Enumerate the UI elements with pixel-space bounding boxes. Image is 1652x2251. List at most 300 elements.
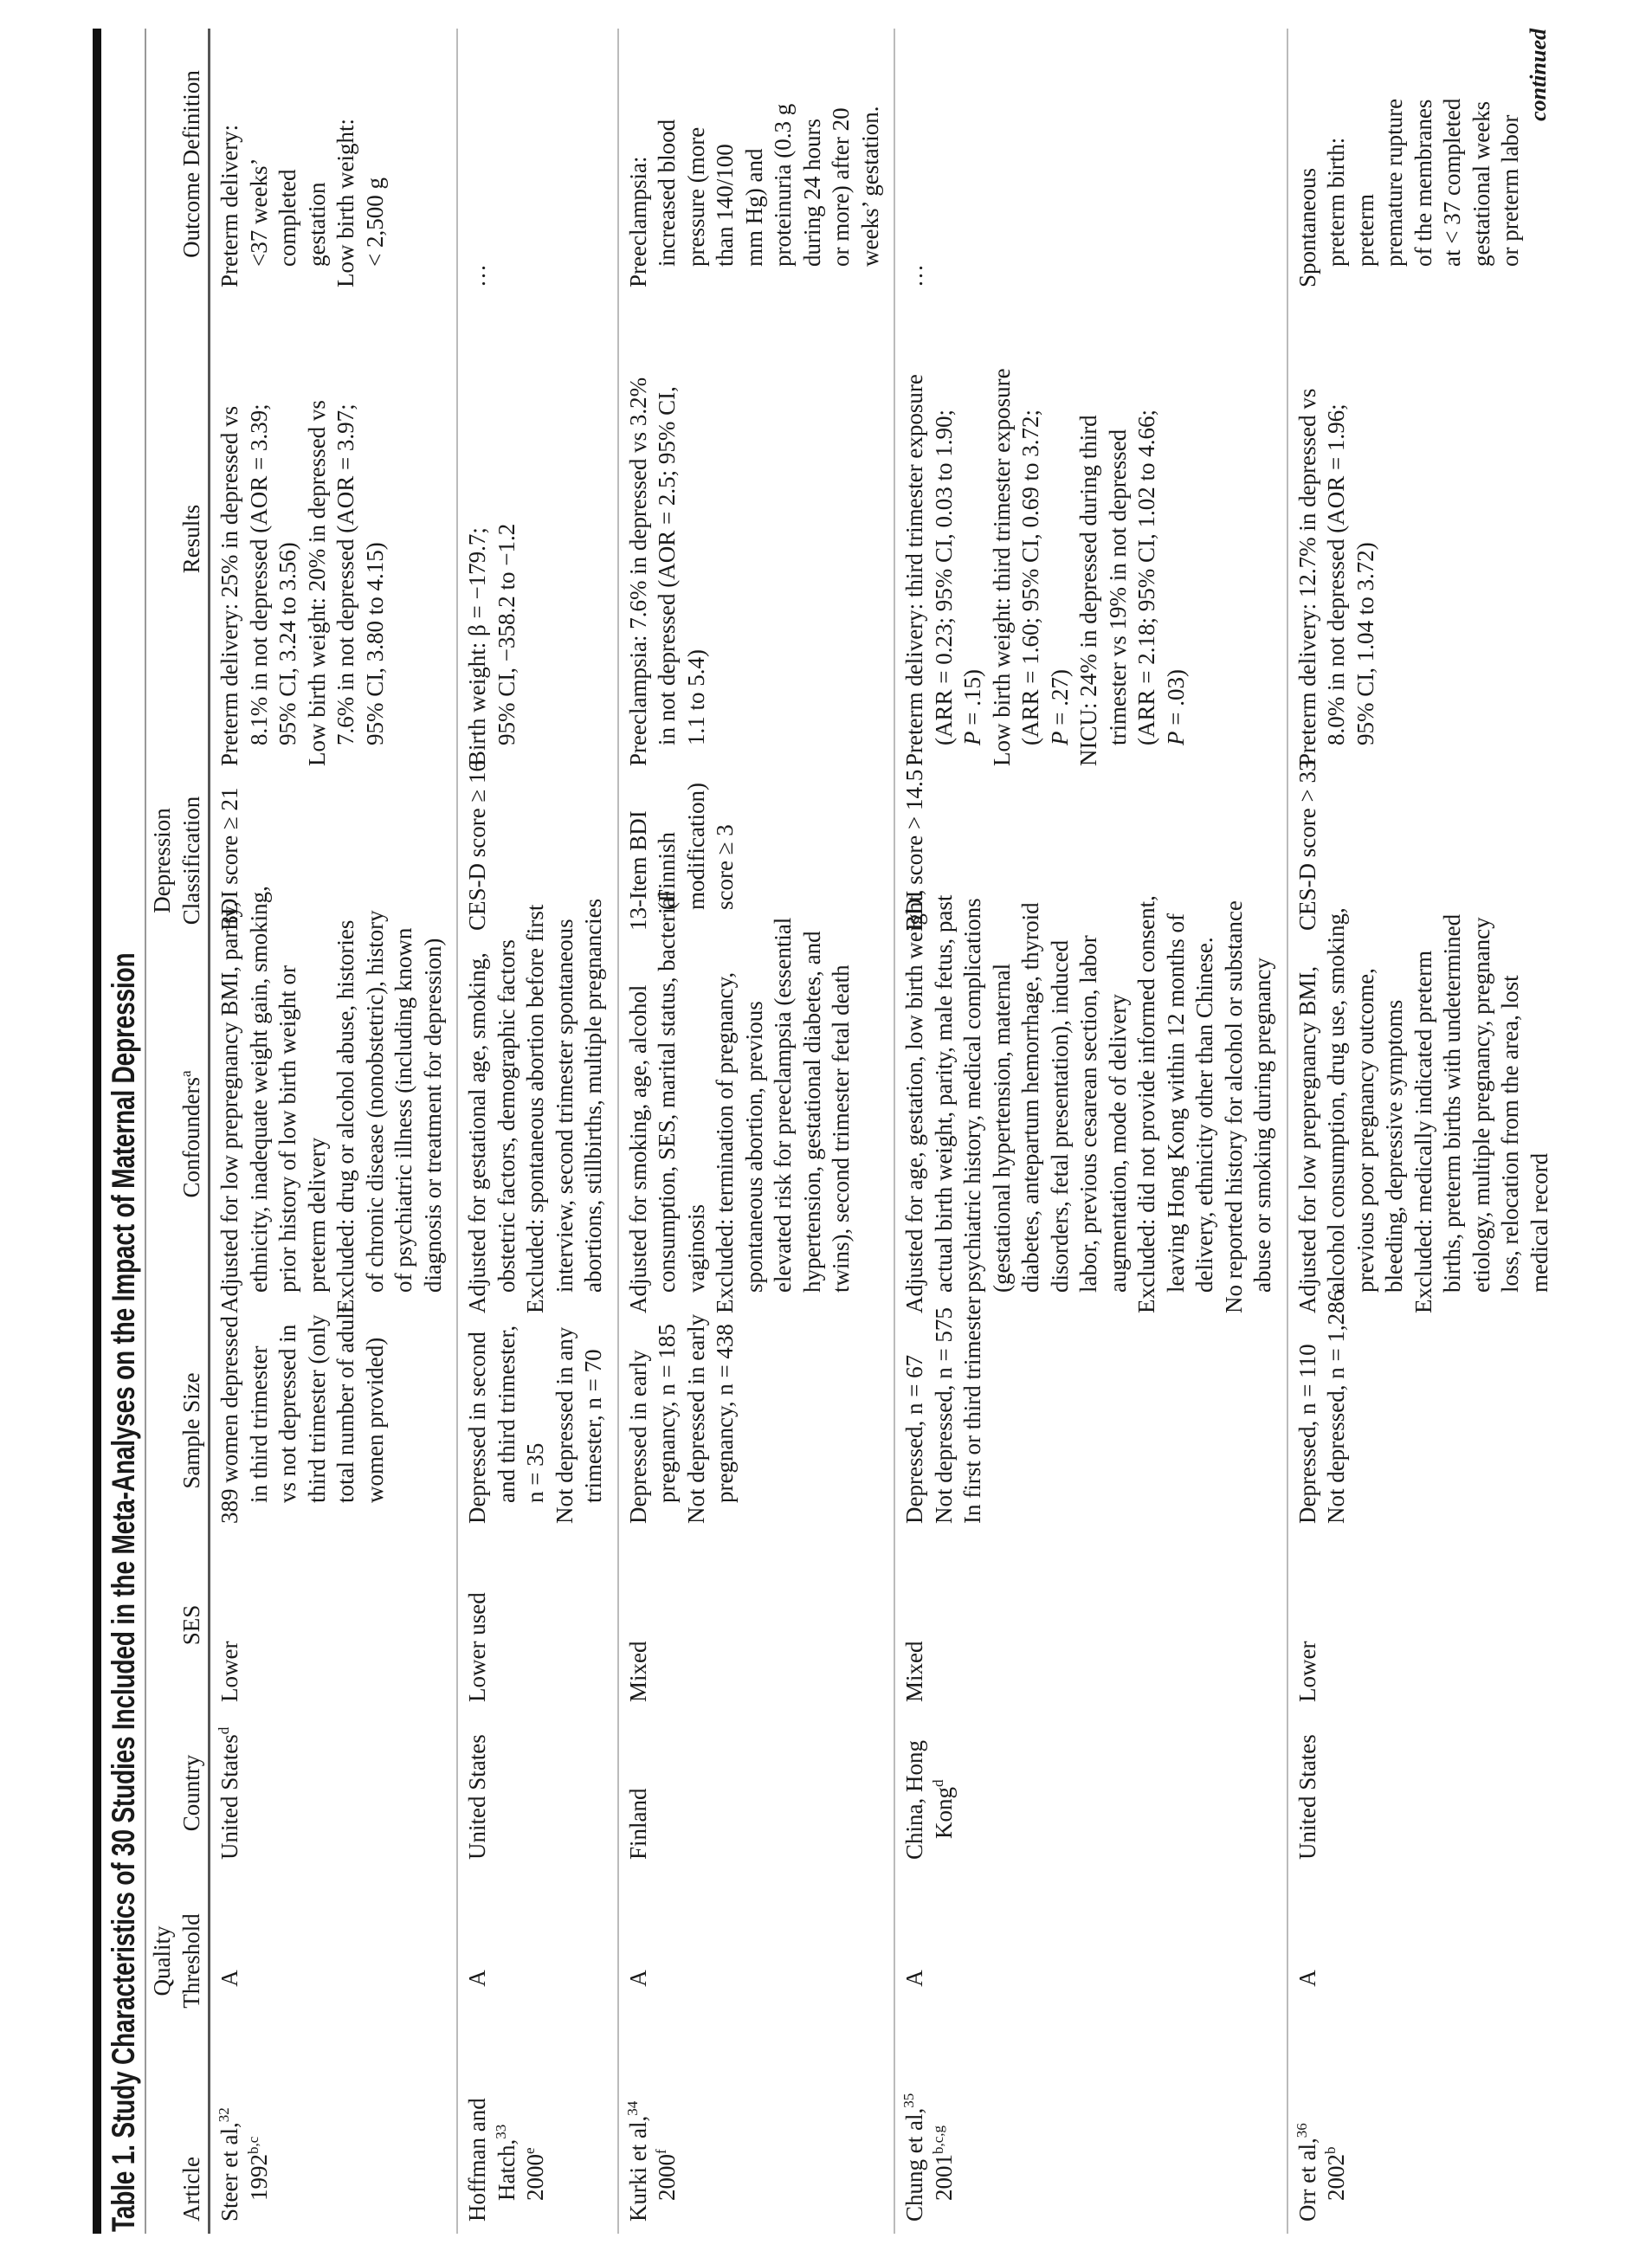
cell-outcome — [624, 29, 886, 300]
cell-line: actual birth weight, parity, male fetus, past — [930, 894, 957, 1293]
cell-line: twins), second trimester fetal death — [828, 964, 854, 1293]
column-header-line: Country — [177, 1754, 204, 1832]
column-header-line: Results — [177, 504, 204, 574]
cell-paragraph — [624, 1536, 654, 1702]
cell-line: CES-D score > 33 — [1294, 759, 1320, 931]
cell-paragraph — [624, 29, 886, 287]
cell-line: No reported history for alcohol or substance — [1220, 900, 1247, 1313]
cell-line: consumption, SES, marital status, bacterial — [654, 890, 680, 1293]
table-row — [210, 29, 458, 2234]
cell-line: Adjusted for low prepregnancy BMI, parity, — [216, 901, 242, 1313]
cell-confounders — [216, 886, 448, 1325]
cell-article — [463, 2050, 609, 2234]
column-header-line: Article — [177, 2157, 204, 2222]
cell-line: 2001$^{b,c,g}$ — [929, 2125, 957, 2201]
cell-ses — [463, 1536, 609, 1714]
cell-line: medical record — [1526, 1152, 1552, 1293]
cell-country — [216, 1714, 448, 1872]
cell-line: Mixed — [901, 1641, 927, 1702]
cell-line: preterm — [1352, 194, 1378, 267]
cell-paragraph — [463, 29, 493, 287]
cell-line: Low birth weight: 20% in depressed vs — [303, 400, 330, 766]
cell-line: 8.0% in not depressed (AOR = 1.96; — [1323, 403, 1349, 745]
cell-line: 7.6% in not depressed (AOR = 3.97; — [332, 403, 358, 745]
cell-line: abuse or smoking during pregnancy — [1249, 958, 1275, 1293]
cell-paragraph — [900, 769, 930, 931]
cell-line: Low birth weight: — [332, 119, 358, 287]
cell-line: of psychiatric illness (including known — [390, 927, 416, 1293]
cell-results — [463, 300, 609, 778]
cell-line: Adjusted for gestational age, smoking, — [464, 952, 490, 1313]
table-row — [895, 29, 1288, 2234]
cell-paragraph — [624, 300, 712, 766]
cell-line: at < 37 completed — [1439, 98, 1465, 267]
cell-confounders — [624, 890, 886, 1325]
table-title: Table 1. Study Characteristics of 30 Studies Included in the Meta-Analyses on the Impact of Maternal Depression — [106, 952, 141, 2232]
cell-line: Preeclampsia: — [624, 156, 651, 287]
cell-confounders — [1294, 907, 1555, 1325]
column-header-line: Confounders$^a$ — [177, 1070, 204, 1198]
cell-line: Excluded: drug or alcohol abuse, histories — [332, 919, 358, 1313]
cell-line: A — [216, 1970, 242, 1987]
column-header-line: Depression — [149, 808, 175, 913]
cell-line: preterm delivery — [303, 1137, 330, 1293]
cell-line: China, Hong — [901, 1740, 927, 1860]
title-divider — [145, 29, 146, 2234]
cell-line: Kong$^d$ — [929, 1779, 957, 1839]
cell-line: leaving Hong Kong within 12 months of — [1162, 913, 1189, 1293]
cell-sample-size — [216, 1306, 448, 1536]
cell-paragraph — [463, 2050, 551, 2222]
cell-line: United States$^d$ — [216, 1726, 242, 1860]
cell-line: score ≥ 3 — [712, 824, 738, 910]
cell-paragraph — [463, 1536, 493, 1702]
cell-line: pressure (more — [682, 126, 709, 267]
cell-line: A — [624, 1970, 651, 1987]
cell-paragraph — [1322, 1289, 1352, 1524]
cell-line: 13-Item BDI — [624, 810, 651, 931]
column-header-line: Quality — [149, 1925, 175, 1996]
cell-line: in third trimester — [245, 1345, 272, 1503]
cell-line: total number of adult — [332, 1306, 358, 1503]
cell-line: Adjusted for smoking, age, alcohol — [624, 984, 651, 1313]
cell-line: Low birth weight: third trimester exposure — [988, 368, 1015, 766]
cell-line: modification) — [682, 783, 709, 910]
cell-paragraph — [624, 2050, 682, 2222]
cell-paragraph — [216, 886, 332, 1313]
cell-line: 8.1% in not depressed (AOR = 3.39; — [245, 403, 272, 745]
table-row — [458, 29, 619, 2234]
cell-line: ethnicity, inadequate weight gain, smoking, — [245, 886, 272, 1293]
cell-line: in not depressed (AOR = 2.5; 95% CI, — [654, 386, 680, 745]
cell-line: Orr et al,$^{36}$ — [1293, 2123, 1320, 2222]
cell-line: hypertension, gestational diabetes, and — [798, 931, 825, 1293]
cell-line: Kurki et al,$^{34}$ — [623, 2100, 651, 2222]
footnote-marker: a — [177, 1070, 194, 1078]
cell-paragraph — [900, 889, 1133, 1313]
cell-paragraph — [216, 778, 245, 931]
cell-results — [624, 300, 886, 778]
cell-paragraph — [521, 898, 609, 1313]
study-characteristics-table — [147, 29, 1563, 2234]
cell-line: Not depressed in early — [682, 1313, 709, 1524]
cell-line: A — [1294, 1970, 1320, 1987]
cell-line: Lower — [216, 1641, 242, 1702]
cell-line: augmentation, mode of delivery — [1104, 994, 1131, 1293]
cell-paragraph — [1133, 895, 1220, 1313]
cell-line: spontaneous abortion, previous — [740, 1001, 767, 1293]
cell-line: third trimester (only — [303, 1314, 330, 1503]
footnote-marker: 34 — [623, 2100, 641, 2116]
cell-line: of the membranes — [1410, 99, 1436, 267]
table-body — [210, 29, 1563, 2234]
column-header-results — [177, 300, 207, 778]
cell-line: pregnancy, n = 438 — [712, 1324, 738, 1503]
cell-line: interview, second trimester spontaneous — [551, 919, 578, 1293]
cell-paragraph — [1294, 1325, 1323, 1524]
footnote-marker: 32 — [216, 2107, 232, 2123]
cell-depression — [463, 759, 609, 943]
italic-symbol: P — [1046, 731, 1073, 745]
cell-line: (ARR = 1.60; 95% CI, 0.69 to 3.72; — [1017, 410, 1043, 745]
cell-paragraph — [958, 1296, 988, 1524]
column-header-depression — [148, 778, 206, 943]
cell-paragraph — [624, 1325, 682, 1524]
cell-paragraph — [900, 1325, 930, 1524]
column-header-line: Outcome Definition — [177, 70, 204, 258]
cell-depression — [624, 778, 886, 943]
cell-confounders — [463, 898, 609, 1325]
cell-line: than 140/100 — [712, 144, 738, 267]
cell-line: and third trimester, — [493, 1325, 519, 1503]
footnote-marker: f — [653, 2149, 669, 2154]
cell-quality — [900, 1872, 1278, 2050]
cell-line: alcohol consumption, drug use, smoking, — [1323, 907, 1349, 1293]
cell-line: premature rupture — [1381, 98, 1407, 267]
footnote-marker: 33 — [492, 2124, 509, 2139]
cell-paragraph — [624, 778, 740, 931]
footnote-marker: e — [521, 2147, 538, 2154]
cell-line: Chung et al,$^{35}$ — [900, 2093, 927, 2222]
cell-line: of chronic disease (nonobstetric), history — [361, 910, 388, 1293]
column-header-outcome — [177, 29, 207, 300]
cell-line: Hatch,$^{33}$ — [492, 2124, 519, 2201]
cell-line: vs not depressed in — [274, 1324, 300, 1503]
cell-line: 2000$^f$ — [653, 2149, 680, 2201]
cell-line: labor, previous cesarean section, labor — [1075, 935, 1101, 1293]
cell-paragraph — [1294, 2050, 1352, 2222]
cell-article — [1294, 2050, 1555, 2234]
cell-line: prior history of low birth weight or — [274, 965, 300, 1293]
italic-symbol: P — [1162, 731, 1189, 745]
cell-paragraph — [463, 939, 521, 1313]
cell-line: previous poor pregnancy outcome, — [1352, 968, 1378, 1293]
cell-paragraph — [900, 29, 930, 287]
cell-paragraph — [900, 2050, 958, 2222]
cell-quality — [624, 1872, 886, 2050]
cell-line: diabetes, antepartum hemorrhage, thyroid — [1017, 902, 1043, 1293]
cell-line: women provided) — [361, 1337, 388, 1503]
cell-line: 2002$^b$ — [1322, 2146, 1349, 2201]
cell-paragraph — [216, 1536, 245, 1702]
table-row — [1288, 29, 1564, 2234]
cell-line: 95% CI, −358.2 to −1.2 — [493, 523, 519, 745]
cell-paragraph — [900, 1906, 930, 2050]
cell-line: CES-D score ≥ 16 — [464, 759, 490, 931]
cell-quality — [1294, 1872, 1555, 2050]
cell-paragraph — [216, 1714, 245, 1860]
cell-line: increased blood — [654, 119, 680, 267]
cell-paragraph — [711, 917, 856, 1313]
cell-line: 95% CI, 3.24 to 3.56) — [274, 542, 300, 745]
column-header-line: SES — [177, 1604, 204, 1646]
cell-line: A — [464, 1970, 490, 1987]
table-row — [619, 29, 896, 2234]
cell-line: 1992$^{b,c}$ — [244, 2136, 272, 2201]
cell-line: proteinuria (0.3 g — [770, 103, 796, 267]
cell-line: BDI score ≥ 21 — [216, 787, 242, 931]
cell-line: Not depressed in any — [551, 1326, 578, 1524]
cell-depression — [900, 769, 1278, 943]
footnote-marker: b,c — [244, 2136, 261, 2154]
cell-line: births, preterm births with undetermined — [1439, 913, 1465, 1293]
cell-paragraph — [900, 300, 988, 766]
cell-line: Lower used — [464, 1592, 490, 1702]
footnote-marker: b,c,g — [929, 2125, 946, 2154]
cell-country — [624, 1714, 886, 1872]
cell-quality — [216, 1872, 448, 2050]
cell-paragraph — [463, 1325, 551, 1524]
cell-line: P = .15) — [959, 669, 985, 745]
cell-line: Preterm delivery: — [216, 124, 242, 287]
cell-line: Depressed in early — [624, 1350, 651, 1524]
cell-sample-size — [624, 1313, 886, 1536]
cell-outcome — [1294, 29, 1555, 300]
column-header-line: Sample Size — [177, 1372, 204, 1489]
cell-line: obstetric factors, demographic factors — [493, 939, 519, 1293]
cell-quality — [463, 1872, 609, 2050]
cell-sample-size — [463, 1325, 609, 1536]
cell-line: trimester vs 19% in not depressed — [1104, 429, 1131, 745]
cell-line: P = .27) — [1046, 669, 1073, 745]
cell-paragraph — [216, 2050, 274, 2222]
cell-line: Preterm delivery: third trimester exposure — [901, 374, 927, 766]
cell-outcome — [216, 29, 448, 300]
cell-line: In first or third trimester — [959, 1296, 985, 1524]
cell-ses — [216, 1536, 448, 1714]
cell-paragraph — [682, 1313, 740, 1524]
cell-sample-size — [1294, 1289, 1555, 1536]
cell-line: 95% CI, 1.04 to 3.72) — [1352, 542, 1378, 745]
footnote-marker: 36 — [1293, 2123, 1310, 2138]
footnote-marker: 35 — [900, 2093, 917, 2108]
cell-results — [900, 300, 1278, 778]
cell-line: psychiatric history, medical complications — [959, 898, 985, 1293]
cell-line: Depressed in second — [464, 1332, 490, 1524]
cell-line: NICU: 24% in depressed during third — [1075, 415, 1101, 766]
cell-line: Excluded: medically indicated preterm — [1410, 950, 1436, 1313]
continued-label: continued — [1526, 29, 1551, 121]
cell-line: (gestational hypertension, maternal — [988, 963, 1015, 1293]
cell-line: preterm birth: — [1323, 137, 1349, 267]
cell-line: 95% CI, 3.80 to 4.15) — [361, 542, 388, 745]
cell-line: bleeding, depressive symptoms — [1381, 999, 1407, 1293]
footnote-marker: b — [1322, 2146, 1339, 2154]
cell-line: gestational weeks — [1468, 100, 1494, 267]
cell-line: vaginosis — [682, 1203, 709, 1293]
cell-line: Adjusted for low prepregnancy BMI, — [1294, 965, 1320, 1313]
cell-paragraph — [216, 1906, 245, 2050]
column-header-sample_size — [177, 1325, 207, 1536]
cell-ses — [624, 1536, 886, 1714]
cell-line: United States — [464, 1734, 490, 1860]
cell-line: Not depressed, n = 575 — [930, 1307, 957, 1524]
cell-paragraph — [332, 910, 448, 1313]
cell-line: etiology, multiple pregnancy, pregnancy — [1468, 917, 1494, 1293]
cell-ses — [1294, 1536, 1555, 1714]
cell-line: Preterm delivery: 25% in depressed vs — [216, 405, 242, 766]
column-header-confounders — [177, 943, 207, 1325]
cell-country — [463, 1714, 609, 1872]
cell-paragraph — [216, 300, 303, 766]
cell-paragraph — [900, 1714, 958, 1860]
cell-line: BDI score > 14.5 — [901, 769, 927, 931]
cell-paragraph — [216, 29, 332, 287]
cell-line: abortions, stillbirths, multiple pregnancies — [580, 898, 606, 1293]
cell-line: … — [901, 264, 927, 287]
cell-line: during 24 hours — [798, 119, 825, 267]
cell-line: Preterm delivery: 12.7% in depressed vs — [1294, 388, 1320, 766]
cell-line: Steer et al,$^{32}$ — [216, 2107, 242, 2222]
cell-line: <37 weeks’ — [245, 158, 272, 267]
cell-country — [1294, 1714, 1555, 1872]
cell-paragraph — [463, 1906, 493, 2050]
cell-line: 389 women depressed — [216, 1316, 242, 1524]
cell-article — [216, 2050, 448, 2234]
table-top-rule — [93, 29, 101, 2234]
cell-paragraph — [1294, 759, 1323, 931]
cell-paragraph — [463, 759, 493, 931]
cell-article — [624, 2050, 886, 2234]
cell-paragraph — [930, 1307, 959, 1524]
cell-results — [1294, 300, 1555, 778]
cell-line: Preeclampsia: 7.6% in depressed vs 3.2% — [624, 377, 651, 766]
cell-line: Finland — [624, 1788, 651, 1860]
cell-line: weeks’ gestation. — [856, 106, 883, 267]
cell-line: 1.1 to 5.4) — [682, 649, 709, 745]
column-header-line: Classification — [177, 796, 204, 926]
cell-line: Excluded: did not provide informed consent, — [1133, 895, 1159, 1313]
cell-line: (ARR = 0.23; 95% CI, 0.03 to 1.90; — [930, 410, 957, 745]
cell-line: n = 35 — [522, 1442, 548, 1503]
cell-line: Not depressed, n = 1,286 — [1323, 1289, 1349, 1524]
cell-paragraph — [624, 1906, 654, 2050]
cell-paragraph — [624, 890, 712, 1313]
cell-sample-size — [900, 1296, 1278, 1536]
cell-paragraph — [463, 1714, 493, 1860]
footnote-marker: d — [929, 1779, 946, 1787]
cell-paragraph — [1294, 29, 1526, 287]
cell-paragraph — [1220, 900, 1278, 1313]
cell-line: loss, relocation from the area, lost — [1497, 975, 1523, 1293]
cell-results — [216, 300, 448, 778]
cell-paragraph — [624, 1714, 654, 1860]
column-header-article — [177, 2050, 207, 2234]
cell-article — [900, 2050, 1278, 2234]
cell-line: delivery, ethnicity other than Chinese. — [1191, 937, 1217, 1293]
cell-line: Adjusted for age, gestation, low birth weight, — [901, 889, 927, 1313]
cell-line: Mixed — [624, 1641, 651, 1702]
cell-line: gestation — [303, 182, 330, 267]
cell-line: Depressed, n = 67 — [901, 1354, 927, 1524]
footnote-marker: d — [216, 1726, 232, 1735]
cell-line: Spontaneous — [1294, 168, 1320, 287]
cell-paragraph — [1074, 300, 1191, 766]
cell-line: mm Hg) and — [740, 148, 767, 267]
column-header-ses — [177, 1536, 207, 1714]
cell-line: Birth weight: β = −179.7; — [464, 527, 490, 766]
cell-depression — [1294, 759, 1555, 943]
table-header-row — [147, 29, 210, 2234]
cell-line: elevated risk for preeclampsia (essential — [770, 917, 796, 1293]
cell-line: completed — [274, 169, 300, 267]
cell-paragraph — [1294, 1906, 1323, 2050]
cell-paragraph — [463, 300, 521, 766]
cell-paragraph — [1294, 300, 1381, 766]
cell-line: disorders, fetal presentation), induced — [1046, 939, 1073, 1293]
column-header-country — [177, 1714, 207, 1872]
cell-paragraph — [1410, 913, 1555, 1313]
cell-line: … — [464, 264, 490, 287]
cell-line: P = .03) — [1162, 669, 1189, 745]
cell-line: diagnosis or treatment for depression) — [419, 938, 446, 1293]
cell-line: < 2,500 g — [361, 177, 388, 267]
column-header-line: Threshold — [177, 1913, 204, 2009]
cell-line: (ARR = 2.18; 95% CI, 1.02 to 4.66; — [1133, 410, 1159, 745]
cell-line: (Finnish — [654, 831, 680, 910]
cell-outcome — [900, 29, 1278, 300]
cell-country — [900, 1714, 1278, 1872]
cell-line: Hoffman and — [464, 2098, 490, 2222]
cell-line: Excluded: termination of pregnancy, — [712, 971, 738, 1313]
column-header-quality — [148, 1872, 206, 2050]
italic-symbol: P — [959, 731, 985, 745]
cell-paragraph — [1294, 907, 1410, 1313]
cell-confounders — [900, 889, 1278, 1325]
cell-paragraph — [1294, 1714, 1323, 1860]
cell-line: Depressed, n = 110 — [1294, 1344, 1320, 1524]
cell-depression — [216, 778, 448, 943]
cell-paragraph — [303, 300, 390, 766]
cell-line: pregnancy, n = 185 — [654, 1324, 680, 1503]
cell-line: or more) after 20 — [828, 107, 854, 267]
cell-paragraph — [551, 1325, 609, 1524]
cell-paragraph — [988, 300, 1075, 766]
cell-line: 2000e — [521, 2147, 548, 2201]
cell-line: trimester, n = 70 — [580, 1349, 606, 1503]
cell-line: or preterm labor — [1497, 114, 1523, 267]
cell-line: United States — [1294, 1734, 1320, 1860]
cell-paragraph — [900, 1536, 930, 1702]
cell-line: A — [901, 1970, 927, 1987]
cell-line: Lower — [1294, 1641, 1320, 1702]
cell-paragraph — [332, 29, 390, 287]
cell-ses — [900, 1536, 1278, 1714]
cell-line: Excluded: spontaneous abortion before first — [522, 904, 548, 1313]
cell-paragraph — [1294, 1536, 1323, 1702]
cell-outcome — [463, 29, 609, 300]
cell-paragraph — [216, 1306, 390, 1524]
